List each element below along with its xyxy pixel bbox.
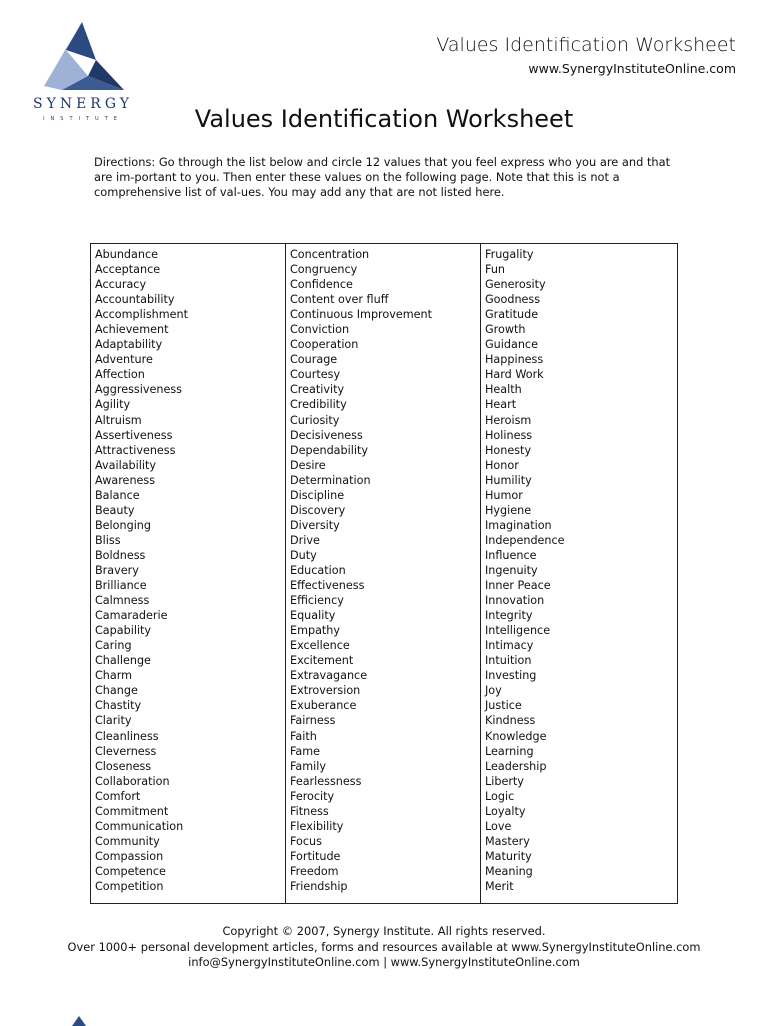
- value-item: Congruency: [290, 263, 358, 277]
- directions-text: Go through the list below and circle 12 values that you feel express who you are and that are im-portant to you. Then enter these values on the following page. Note that this is not a comprehensive list of val-ues. You may add any that are not listed here.: [94, 155, 671, 199]
- value-item: Comfort: [95, 789, 141, 803]
- value-item: Happiness: [485, 353, 544, 367]
- value-item: Acceptance: [95, 263, 161, 277]
- value-item: Investing: [485, 669, 537, 683]
- value-item: Imagination: [485, 518, 552, 532]
- footer-resources: Over 1000+ personal development articles, forms and resources available at www.SynergyInstituteOnline.com: [67, 939, 701, 954]
- value-item: Credibility: [290, 398, 347, 412]
- value-item: Education: [290, 563, 346, 577]
- value-item: Honesty: [485, 443, 532, 457]
- value-item: Drive: [290, 533, 320, 547]
- value-item: Discipline: [290, 488, 345, 502]
- value-item: Caring: [95, 639, 132, 653]
- logo-subtitle: INSTITUTE: [43, 116, 123, 122]
- document-title: Values Identification Worksheet: [194, 105, 574, 133]
- value-item: Knowledge: [485, 729, 547, 743]
- value-item: Fearlessness: [290, 774, 362, 788]
- column-divider: [480, 244, 481, 903]
- value-item: Agility: [95, 398, 131, 412]
- value-item: Brilliance: [95, 579, 147, 593]
- value-item: Charm: [95, 669, 133, 683]
- value-item: Competence: [95, 864, 166, 878]
- value-item: Humility: [485, 473, 532, 487]
- value-item: Generosity: [485, 278, 546, 292]
- value-item: Diversity: [290, 518, 340, 532]
- value-item: Cleverness: [95, 744, 157, 758]
- value-item: Flexibility: [290, 819, 344, 833]
- value-item: Excellence: [290, 639, 350, 653]
- value-item: Hard Work: [485, 368, 544, 382]
- footer-copyright: Copyright © 2007, Synergy Institute. All rights reserved.: [222, 924, 546, 938]
- value-item: Chastity: [95, 699, 142, 713]
- value-item: Affection: [95, 368, 145, 382]
- value-item: Beauty: [95, 503, 135, 517]
- value-item: Cleanliness: [95, 729, 159, 743]
- value-item: Gratitude: [485, 308, 539, 322]
- value-item: Collaboration: [95, 774, 170, 788]
- value-item: Holiness: [485, 428, 533, 442]
- header-title: Values Identification Worksheet: [436, 34, 736, 56]
- value-item: Exuberance: [290, 699, 357, 713]
- value-item: Attractiveness: [95, 443, 176, 457]
- value-item: Focus: [290, 834, 322, 848]
- value-item: Influence: [485, 548, 537, 562]
- value-item: Efficiency: [290, 594, 344, 608]
- value-item: Creativity: [290, 383, 345, 397]
- value-item: Kindness: [485, 714, 536, 728]
- value-item: Determination: [290, 473, 371, 487]
- value-item: Family: [290, 759, 326, 773]
- value-item: Joy: [485, 684, 502, 698]
- value-item: Duty: [290, 548, 317, 562]
- value-item: Continuous Improvement: [290, 308, 433, 322]
- value-item: Heart: [485, 398, 517, 412]
- value-item: Humor: [485, 488, 523, 502]
- value-item: Leadership: [485, 759, 547, 773]
- value-item: Bliss: [95, 533, 121, 547]
- value-item: Boldness: [95, 548, 146, 562]
- value-item: Extravagance: [290, 669, 368, 683]
- values-table: [90, 243, 678, 904]
- value-item: Friendship: [290, 879, 348, 893]
- value-item: Equality: [290, 609, 336, 623]
- value-item: Logic: [485, 789, 515, 803]
- value-item: Liberty: [485, 774, 524, 788]
- value-item: Adventure: [95, 353, 153, 367]
- value-item: Content over fluff: [290, 293, 389, 307]
- value-item: Empathy: [290, 624, 341, 638]
- value-item: Fortitude: [290, 849, 341, 863]
- value-item: Calmness: [95, 594, 150, 608]
- value-item: Availability: [95, 458, 156, 472]
- value-item: Mastery: [485, 834, 530, 848]
- value-item: Fun: [485, 263, 506, 277]
- value-item: Concentration: [290, 248, 370, 261]
- value-item: Abundance: [95, 248, 159, 261]
- value-item: Assertiveness: [95, 428, 173, 442]
- value-item: Belonging: [95, 518, 152, 532]
- value-item: Altruism: [95, 413, 142, 427]
- value-item: Challenge: [95, 654, 151, 668]
- value-item: Innovation: [485, 594, 545, 608]
- value-item: Accountability: [95, 293, 175, 307]
- column-divider: [285, 244, 286, 903]
- triangle-logo-icon: [36, 20, 130, 94]
- value-item: Conviction: [290, 323, 350, 337]
- value-item: Cooperation: [290, 338, 359, 352]
- value-item: Curiosity: [290, 413, 340, 427]
- value-item: Decisiveness: [290, 428, 363, 442]
- value-item: Aggressiveness: [95, 383, 182, 397]
- footer: [0, 924, 768, 971]
- value-item: Fairness: [290, 714, 336, 728]
- footer-contact[interactable]: info@SynergyInstituteOnline.com | www.SynergyInstituteOnline.com: [188, 955, 580, 969]
- directions-label: Directions:: [94, 155, 156, 169]
- value-item: Balance: [95, 488, 140, 502]
- value-item: Fame: [290, 744, 321, 758]
- value-item: Excitement: [290, 654, 354, 668]
- value-item: Inner Peace: [485, 579, 551, 593]
- value-item: Growth: [485, 323, 526, 337]
- value-item: Desire: [290, 458, 326, 472]
- value-item: Ferocity: [290, 789, 335, 803]
- value-item: Extroversion: [290, 684, 361, 698]
- values-column-1: [95, 247, 188, 894]
- value-item: Merit: [485, 879, 514, 893]
- value-item: Intimacy: [485, 639, 534, 653]
- value-item: Justice: [485, 699, 522, 713]
- value-item: Effectiveness: [290, 579, 365, 593]
- value-item: Closeness: [95, 759, 152, 773]
- value-item: Change: [95, 684, 138, 698]
- value-item: Discovery: [290, 503, 346, 517]
- value-item: Health: [485, 383, 522, 397]
- header-url[interactable]: www.SynergyInstituteOnline.com: [528, 61, 736, 76]
- value-item: Goodness: [485, 293, 541, 307]
- value-item: Accomplishment: [95, 308, 188, 322]
- values-column-3: [485, 247, 565, 894]
- value-item: Love: [485, 819, 512, 833]
- value-item: Fitness: [290, 804, 329, 818]
- value-item: Guidance: [485, 338, 538, 352]
- value-item: Accuracy: [95, 278, 147, 292]
- value-item: Integrity: [485, 609, 533, 623]
- next-page-logo-icon: [64, 1014, 94, 1026]
- values-column-2: [290, 247, 432, 894]
- value-item: Intelligence: [485, 624, 551, 638]
- value-item: Honor: [485, 458, 519, 472]
- value-item: Heroism: [485, 413, 532, 427]
- value-item: Camaraderie: [95, 609, 168, 623]
- value-item: Freedom: [290, 864, 339, 878]
- value-item: Clarity: [95, 714, 132, 728]
- value-item: Commitment: [95, 804, 169, 818]
- value-item: Courage: [290, 353, 338, 367]
- value-item: Confidence: [290, 278, 353, 292]
- value-item: Awareness: [95, 473, 156, 487]
- value-item: Competition: [95, 879, 164, 893]
- value-item: Courtesy: [290, 368, 341, 382]
- value-item: Independence: [485, 533, 565, 547]
- value-item: Loyalty: [485, 804, 526, 818]
- value-item: Dependability: [290, 443, 368, 457]
- value-item: Hygiene: [485, 503, 532, 517]
- value-item: Community: [95, 834, 160, 848]
- value-item: Learning: [485, 744, 534, 758]
- value-item: Meaning: [485, 864, 533, 878]
- value-item: Maturity: [485, 849, 532, 863]
- value-item: Intuition: [485, 654, 532, 668]
- value-item: Faith: [290, 729, 317, 743]
- directions-paragraph: [94, 155, 680, 200]
- logo-wordmark: SYNERGY: [32, 96, 134, 112]
- value-item: Communication: [95, 819, 184, 833]
- value-item: Adaptability: [95, 338, 163, 352]
- value-item: Compassion: [95, 849, 164, 863]
- value-item: Bravery: [95, 563, 139, 577]
- value-item: Achievement: [95, 323, 169, 337]
- value-item: Capability: [95, 624, 152, 638]
- value-item: Frugality: [485, 248, 534, 261]
- value-item: Ingenuity: [485, 563, 538, 577]
